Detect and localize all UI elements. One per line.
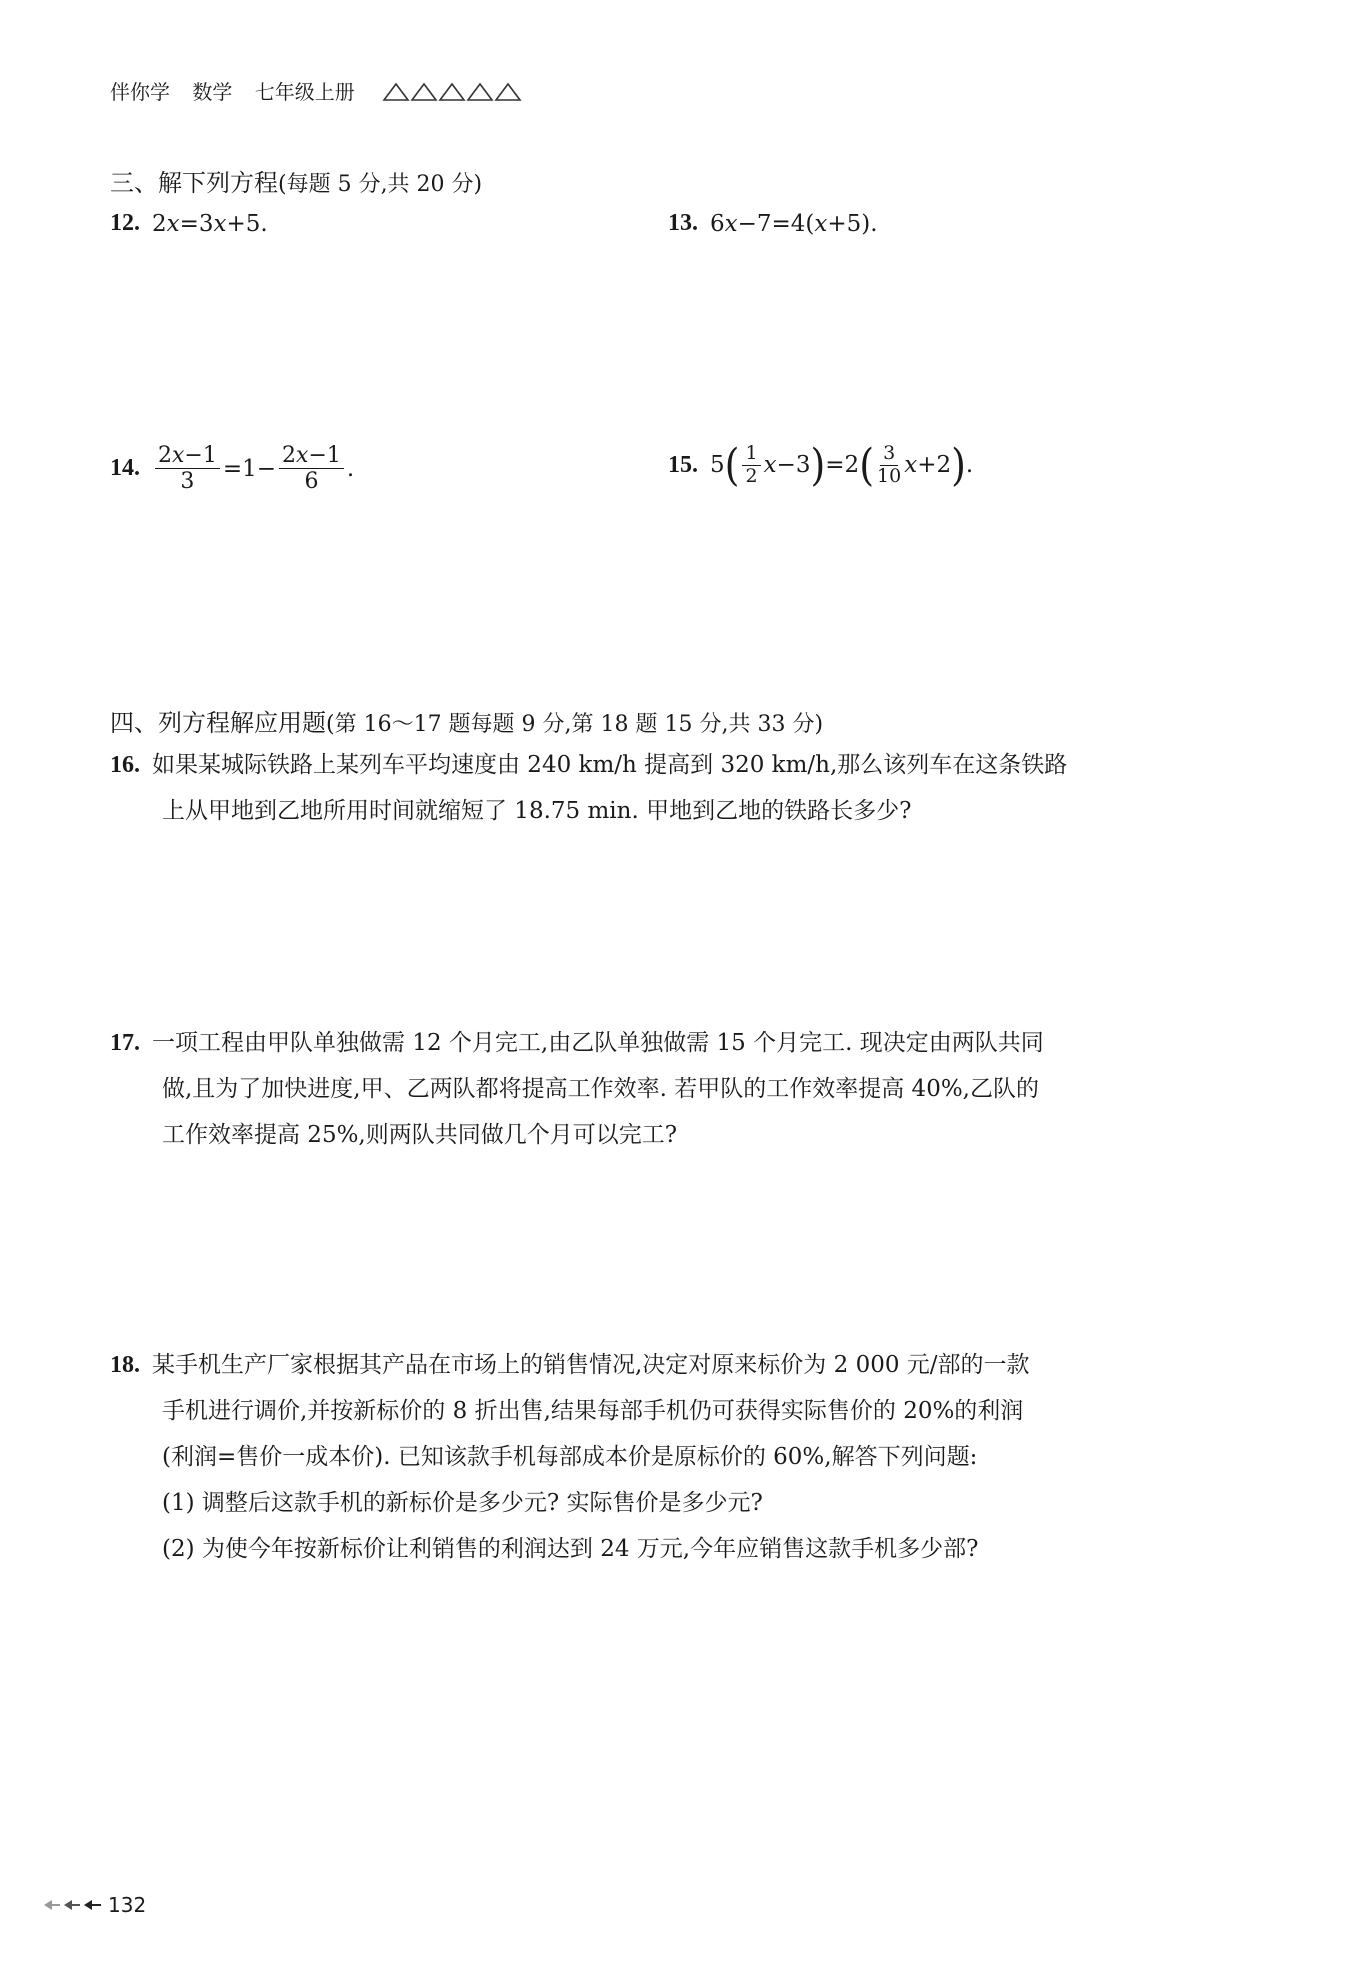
sub-question-1: (1) 调整后这款手机的新标价是多少元? 实际售价是多少元? bbox=[162, 1490, 763, 1516]
question-13 bbox=[668, 210, 878, 237]
equation: $\frac{2x-1}{3}$ =1− $\frac{2x-1}{6}$ . bbox=[152, 443, 354, 495]
arrow-left-icon bbox=[44, 1893, 102, 1917]
book-title: 伴你学 bbox=[110, 80, 170, 104]
question-text-line: 做,且为了加快进度,甲、乙两队都将提高工作效率. 若甲队的工作效率提高 40%,乙队的 bbox=[162, 1076, 1039, 1102]
question-number: 17. bbox=[110, 1030, 140, 1056]
section-4-title: 四、列方程解应用题 bbox=[110, 709, 326, 737]
question-16 bbox=[110, 742, 1250, 834]
question-12 bbox=[110, 210, 268, 237]
page-number: 132 bbox=[108, 1893, 147, 1917]
question-number: 12. bbox=[110, 210, 140, 236]
section-3-note: (每题 5 分,共 20 分) bbox=[278, 172, 483, 197]
question-17 bbox=[110, 1020, 1250, 1158]
equation: 5 ( $\frac{1}{2}$ x−3 ) =2 ( $\frac{3}{10}$ x+2 ) . bbox=[710, 440, 974, 491]
equation: 2x=3x+5. bbox=[152, 210, 268, 237]
question-number: 18. bbox=[110, 1352, 140, 1378]
section-4-heading bbox=[110, 703, 823, 738]
question-text-line: 如果某城际铁路上某列车平均速度由 240 km/h 提高到 320 km/h,那么该列车在这条铁路 bbox=[152, 752, 1068, 778]
question-number: 16. bbox=[110, 752, 140, 778]
subject-label: 数学 bbox=[192, 80, 233, 104]
question-text-line: 某手机生产厂家根据其产品在市场上的销售情况,决定对原来标价为 2 000 元/部的一款 bbox=[152, 1352, 1030, 1378]
question-text-line: 工作效率提高 25%,则两队共同做几个月可以完工? bbox=[162, 1122, 678, 1148]
question-text-line: 一项工程由甲队单独做需 12 个月完工,由乙队单独做需 15 个月完工. 现决定由两队共同 bbox=[152, 1030, 1044, 1056]
question-15 bbox=[668, 440, 974, 491]
equation: 6x−7=4(x+5). bbox=[710, 210, 878, 237]
difficulty-triangles-icon bbox=[381, 80, 531, 107]
question-text-line: 上从甲地到乙地所用时间就缩短了 18.75 min. 甲地到乙地的铁路长多少? bbox=[162, 798, 912, 824]
question-number: 14. bbox=[110, 455, 140, 482]
question-number: 13. bbox=[668, 210, 698, 236]
question-14 bbox=[110, 443, 354, 495]
sub-question-2: (2) 为使今年按新标价让利销售的利润达到 24 万元,今年应销售这款手机多少部? bbox=[162, 1536, 979, 1562]
grade-label: 七年级上册 bbox=[254, 80, 355, 104]
section-3-title: 三、解下列方程 bbox=[110, 169, 278, 197]
section-3-heading bbox=[110, 163, 482, 198]
page-footer bbox=[44, 1893, 146, 1917]
running-header bbox=[110, 76, 547, 107]
question-number: 15. bbox=[668, 451, 698, 478]
question-text-line: 手机进行调价,并按新标价的 8 折出售,结果每部手机仍可获得实际售价的 20%的利润 bbox=[162, 1398, 1024, 1424]
section-4-note: (第 16～17 题每题 9 分,第 18 题 15 分,共 33 分) bbox=[326, 712, 824, 737]
question-text-line: (利润=售价一成本价). 已知该款手机每部成本价是原标价的 60%,解答下列问题: bbox=[162, 1444, 978, 1470]
question-18 bbox=[110, 1342, 1250, 1572]
